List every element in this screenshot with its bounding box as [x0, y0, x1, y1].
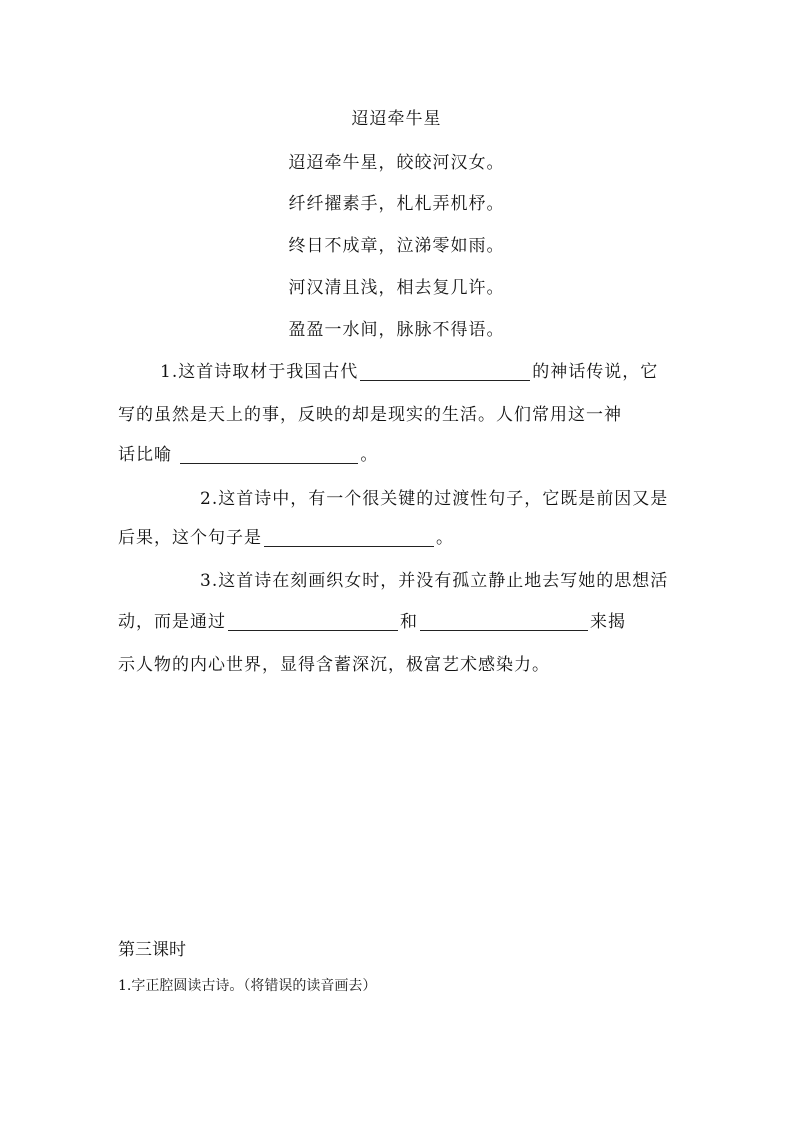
poem-line: 纤纤擢素手，札札弄机杼。	[288, 194, 505, 214]
question-1-text: 的神话传说，它	[532, 362, 659, 382]
poem-line: 迢迢牵牛星，皎皎河汉女。	[288, 153, 505, 173]
question-2-text: 。	[436, 528, 454, 548]
question-2-line-1: 2.这首诗中，有一个很关键的过渡性句子，它既是前因又是	[200, 489, 669, 509]
answer-blank[interactable]	[228, 613, 398, 631]
question-3-line-1: 3.这首诗在刻画织女时，并没有孤立静止地去写她的思想活	[200, 571, 669, 591]
poem-title: 迢迢牵牛星	[351, 109, 442, 129]
answer-blank[interactable]	[264, 529, 434, 547]
question-1-line-3	[118, 440, 378, 465]
question-1-line-2: 写的虽然是天上的事，反映的却是现实的生活。人们常用这一神	[118, 405, 622, 425]
answer-blank[interactable]	[360, 363, 530, 381]
question-3-text: 动，而是通过	[118, 612, 226, 632]
question-3-text: 和	[400, 612, 418, 632]
poem-line: 盈盈一水间，脉脉不得语。	[288, 320, 505, 340]
poem-line: 河汉清且浅，相去复几许。	[288, 278, 505, 298]
section-title: 第三课时	[118, 940, 186, 960]
question-2-line-2	[118, 523, 454, 548]
question-3-text: 来揭	[590, 612, 626, 632]
section-item: 1.字正腔圆读古诗。（将错误的读音画去）	[118, 978, 377, 994]
question-3-line-3: 示人物的内心世界，显得含蓄深沉，极富艺术感染力。	[118, 655, 550, 675]
question-1-text: 。	[360, 445, 379, 465]
question-1-text: 话比喻	[118, 445, 172, 465]
answer-blank[interactable]	[180, 446, 358, 464]
answer-blank[interactable]	[420, 613, 588, 631]
poem-line: 终日不成章，泣涕零如雨。	[288, 236, 505, 256]
question-1-text: 1.这首诗取材于我国古代	[160, 362, 359, 382]
question-3-line-2	[118, 607, 626, 632]
question-1-line-1	[160, 357, 658, 382]
question-2-text: 后果，这个句子是	[118, 528, 262, 548]
